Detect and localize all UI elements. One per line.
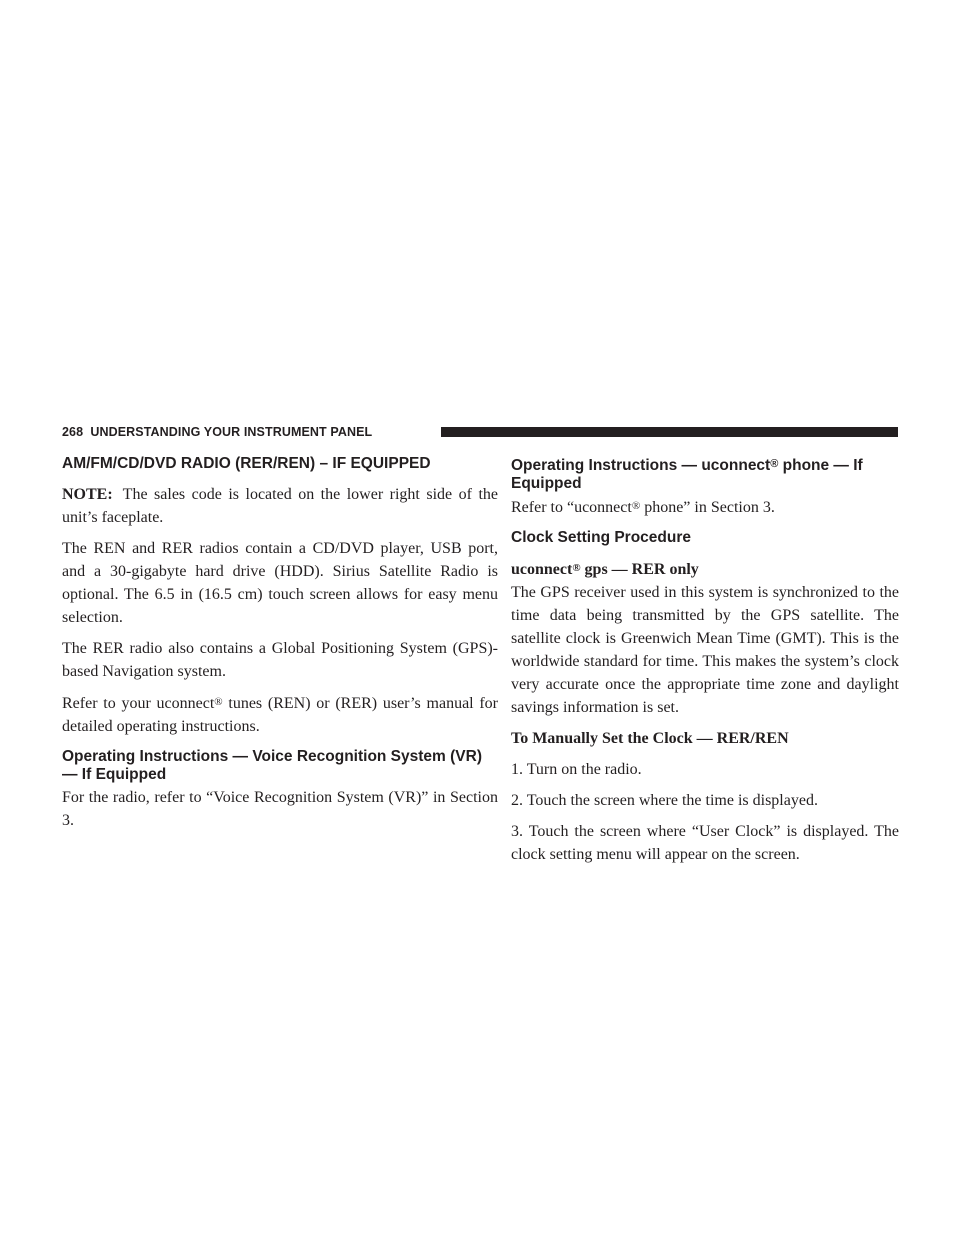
note-text: The sales code is located on the lower right side of the unit’s faceplate. <box>62 486 498 526</box>
heading-phone-post: phone — If Equipped <box>511 457 863 492</box>
registered-mark: ® <box>572 562 581 574</box>
paragraph-uconnect-phone <box>511 495 899 519</box>
page-header-text <box>62 424 372 440</box>
paragraph-gps-clock: The GPS receiver used in this system is synchronized to the time data being transmitted by the GPS satellite. The satellite clock is Greenwich Mean Time (GMT). This is the worldwide standard for time. This makes the system’s clock very accurate once the appropriate time zone and daylight savings information is set. <box>511 584 899 716</box>
right-column <box>511 455 899 866</box>
left-column <box>62 455 498 832</box>
page-number: 268 <box>62 425 84 439</box>
paragraph-rer-navigation: The RER radio also contains a Global Positioning System (GPS)-based Navigation system. <box>62 640 498 680</box>
heading-clock-setting: Clock Setting Procedure <box>511 529 692 546</box>
registered-mark: ® <box>770 458 779 470</box>
heading-radio: AM/FM/CD/DVD RADIO (RER/REN) – IF EQUIPPED <box>62 455 431 472</box>
heading-phone-pre: Operating Instructions — uconnect <box>511 457 771 474</box>
registered-mark: ® <box>631 500 641 512</box>
page-header <box>62 424 898 440</box>
para1-pre: Refer to “uconnect <box>511 499 632 516</box>
registered-mark: ® <box>214 696 223 708</box>
heading-uconnect-phone <box>511 455 899 493</box>
paragraph-radios: The REN and RER radios contain a CD/DVD player, USB port, and a 30-gigabyte hard drive (HDD). Sirius Satellite Radio is optional. The 6.5 in (16.5 cm) touch screen allows for easy menu selection. <box>62 540 498 626</box>
subheading-uconnect-gps <box>511 557 899 581</box>
para1-post: phone” in Section 3. <box>640 499 775 516</box>
subheading-manual-clock: To Manually Set the Clock — RER/REN <box>511 730 789 747</box>
para3-post: tunes (REN) or (RER) user’s manual for detailed operating instructions. <box>62 695 499 735</box>
heading-voice-recognition: Operating Instructions — Voice Recognition System (VR) — If Equipped <box>62 748 482 783</box>
note-paragraph <box>62 483 498 529</box>
paragraph-voice-recognition: For the radio, refer to “Voice Recognition System (VR)” in Section 3. <box>62 789 498 829</box>
sub-pre: uconnect <box>511 561 573 578</box>
section-title: UNDERSTANDING YOUR INSTRUMENT PANEL <box>90 425 373 439</box>
step-2: 2. Touch the screen where the time is displayed. <box>511 792 818 809</box>
para3-pre: Refer to your uconnect <box>62 695 215 712</box>
step-1: 1. Turn on the radio. <box>511 761 642 778</box>
header-rule <box>441 427 898 437</box>
step-3: 3. Touch the screen where “User Clock” is displayed. The clock setting menu will appear on the screen. <box>511 823 899 863</box>
sub-post: gps — RER only <box>580 561 699 578</box>
paragraph-user-manual <box>62 691 498 738</box>
note-label: NOTE: <box>62 486 113 503</box>
